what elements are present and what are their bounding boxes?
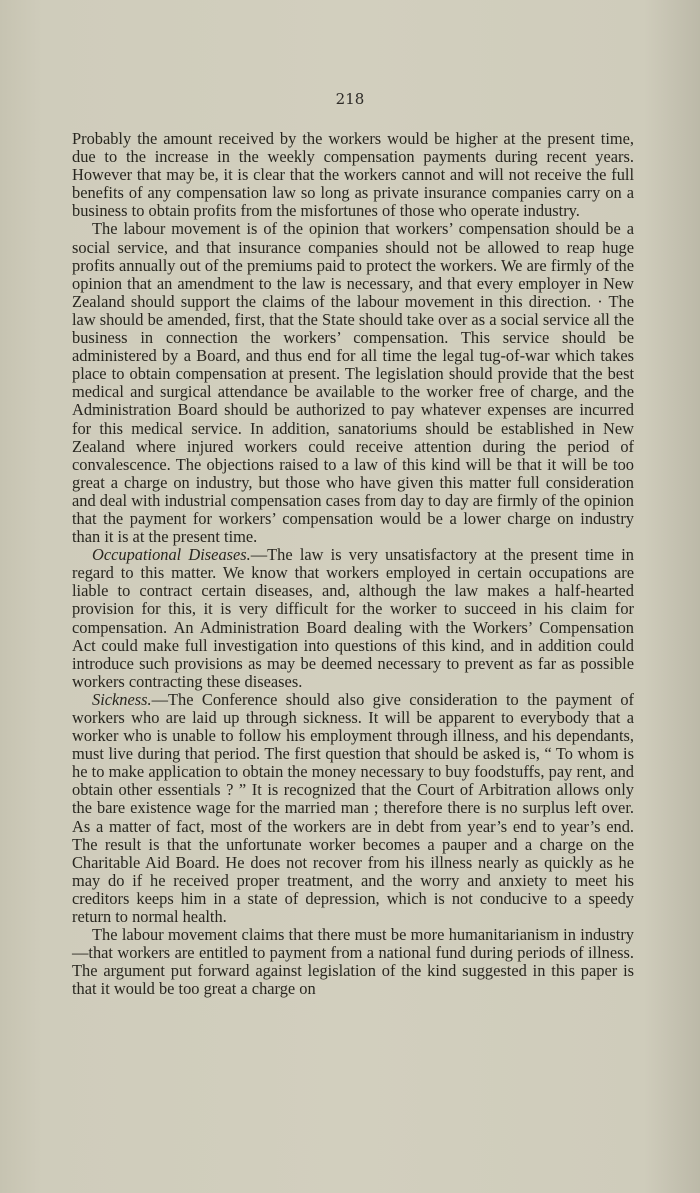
paragraph-occupational-diseases [72, 546, 634, 691]
page-number: 218 [335, 90, 365, 108]
occupational-diseases-text: —The law is very unsatisfactory at the present time in regard to this matter. We know that workers employed in certain occupations are liable to contract certain diseases, and, although the law makes a half-hearted provision for this, it is very difficult for the worker to succeed in his claim for compensation. An Administration Board dealing with the Workers’ Compensation Act could make full investigation into questions of this kind, and in addition could introduce such provisions as may be deemed necessary to prevent as far as possible workers contracting these diseases. [72, 545, 635, 691]
sickness-text: —The Conference should also give consideration to the payment of workers who are laid up through sickness. It will be apparent to everybody that a worker who is unable to follow his employment through illness, and his dependants, must live during that period. The first question that should be asked is, “ To whom is he to make application to obtain the money necessary to buy foodstuffs, pay rent, and obtain other essentials ? ” It is recognized that the Court of Arbitration allows only the bare existence wage for the married man ; therefore there is no surplus left over. As a matter of fact, most of the workers are in debt from year’s end to year’s end. The result is that the unfortunate worker becomes a pauper and a charge on the Charitable Aid Board. He does not recover from his illness nearly as quickly as he may do if he received proper treatment, and the worry and anxiety to meet his creditors keeps him in a state of depression, which is not conducive to a speedy return to normal health. [72, 689, 634, 927]
paragraph-social-service: The labour movement is of the opinion that workers’ compensation should be a social service, and that insurance companies should not be allowed to reap huge profits annually out of the premiums paid to protect the workers. We are firmly of the opinion that an amendment to the law is necessary, and that every employer in New Zealand should support the claims of the labour movement in this direction. · The law should be amended, first, that the State should take over as a social service all the business in connection the workers’ compensation. This service should be administered by a Board, and thus end for all time the legal tug-of-war which takes place to obtain compensation at present. The legislation should provide that the best medical and surgical attendance be available to the worker free of charge, and the Administration Board should be authorized to pay whatever expenses are incurred for this medical service. In addition, sanatoriums should be established in New Zealand where injured workers could receive attention during the period of convalescence. The objections raised to a law of this kind will be that it will be too great a charge on industry, but those who have given this matter full consideration and deal with industrial compensation cases from day to day are firmly of the opinion that the payment for workers’ compensation would be a lower charge on industry than it is at the present time. [72, 219, 634, 547]
paragraph-sickness [72, 691, 634, 926]
heading-occupational-diseases: Occupational Diseases. [92, 545, 251, 565]
heading-sickness: Sickness. [92, 689, 152, 709]
paragraph-insurance-profits: Probably the amount received by the workers would be higher at the present time, due to the increase in the weekly compensation payments during recent years. However that may be, it is clear that the workers cannot and will not receive the full benefits of any compensation law so long as private insurance companies carry on a business to obtain profits from the misfortunes of those who operate industry. [72, 129, 634, 221]
body-text [72, 130, 634, 999]
paragraph-humanitarianism: The labour movement claims that there must be more humanitarianism in industry—that workers are entitled to payment from a national fund during periods of illness. The argument put forward against legislation of the kind suggested in this paper is that it would be too great a charge on [72, 925, 634, 999]
